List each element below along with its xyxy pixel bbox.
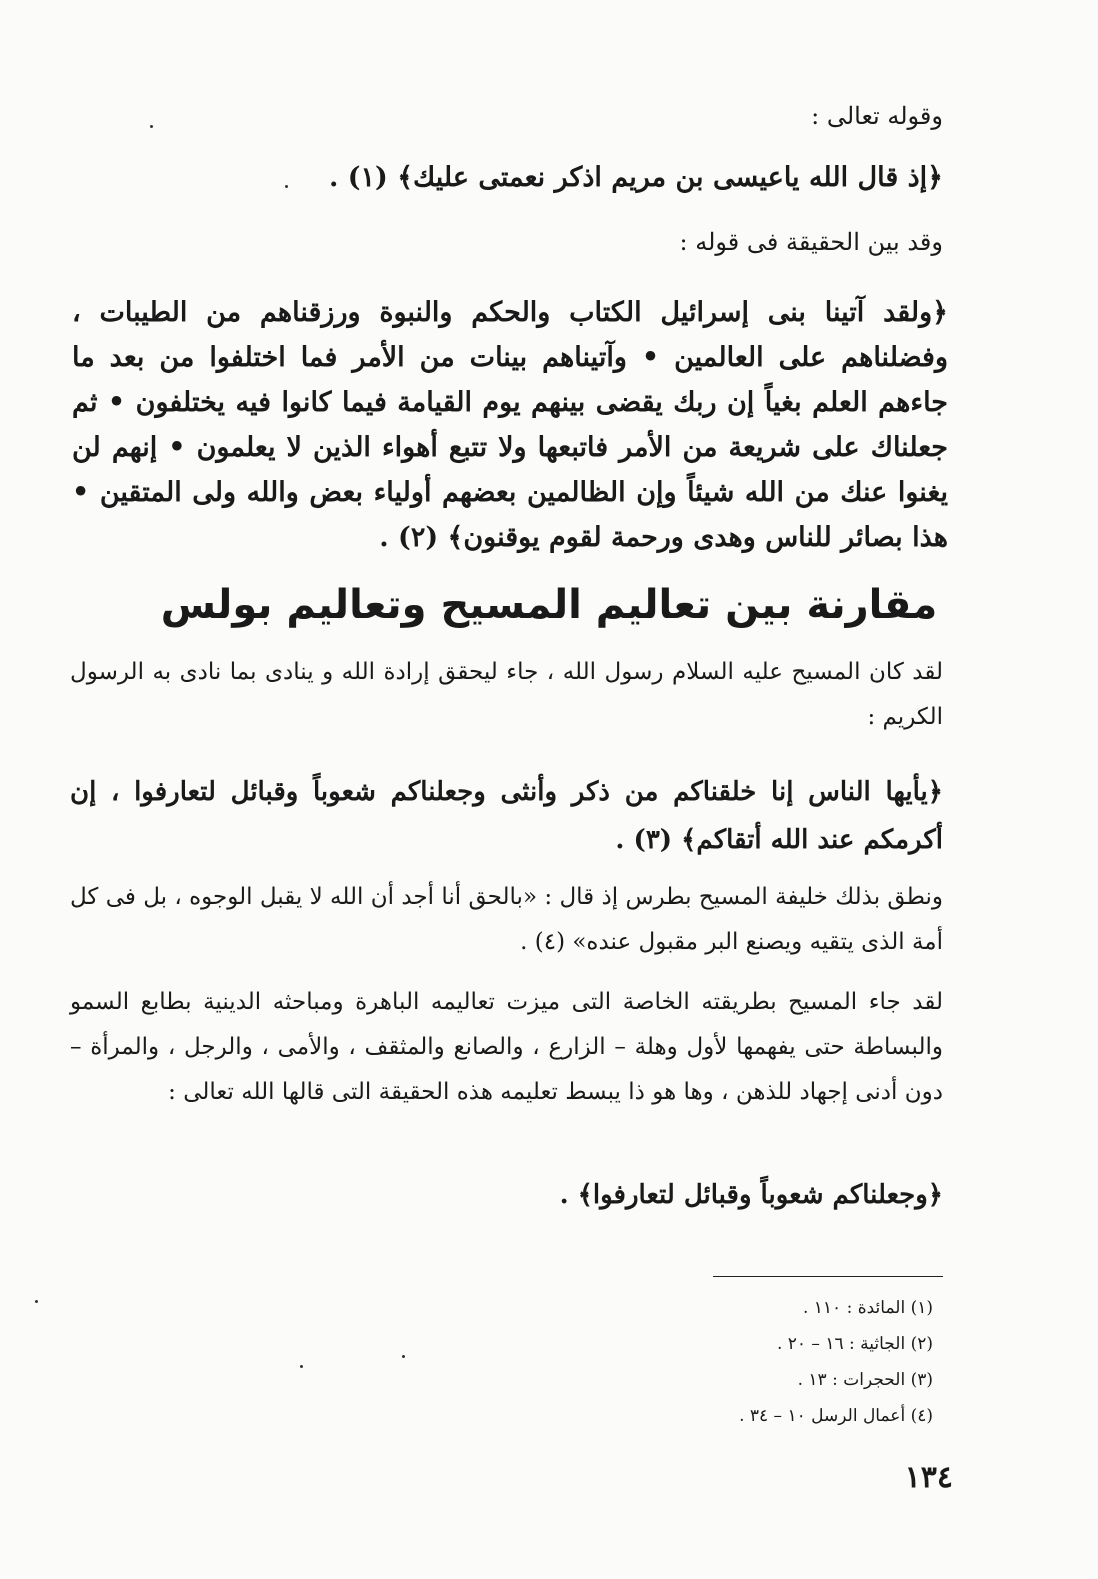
scan-speck: [402, 1355, 405, 1358]
intro-line-1: وقوله تعالى :: [811, 102, 943, 130]
paragraph-2: ونطق بذلك خليفة المسيح بطرس إذ قال : «بالحق أنا أجد أن الله لا يقبل الوجوه ، بل فى كل أمة الذى يتقيه ويصنع البر مقبول عنده» (٤) .: [70, 884, 943, 955]
scan-speck: [300, 1365, 303, 1368]
footnotes: [739, 1290, 933, 1434]
footnote-3: (٣) الحجرات : ١٣ .: [797, 1370, 933, 1390]
scan-speck: [150, 125, 153, 128]
page-number: ١٣٤: [904, 1460, 953, 1495]
intro-line-2: وقد بين الحقيقة فى قوله :: [679, 228, 943, 256]
footnote-1: (١) المائدة : ١١٠ .: [802, 1298, 933, 1318]
scan-speck: [285, 185, 288, 188]
section-heading: مقارنة بين تعاليم المسيح وتعاليم بولس: [160, 582, 938, 628]
footnote-2: (٢) الجاثية : ١٦ – ٢٠ .: [776, 1334, 933, 1354]
paragraph-1: لقد كان المسيح عليه السلام رسول الله ، جاء ليحقق إرادة الله و ينادى بما نادى به الرسول الكريم :: [70, 659, 943, 730]
paragraph-3: لقد جاء المسيح بطريقته الخاصة التى ميزت تعاليمه الباهرة ومباحثه الدينية بطابع السمو والبساطة حتى يفهمها لأول وهلة – الزارع ، والصانع والمثقف ، والأمى ، والرجل ، والمرأة – دون أدنى إجهاد للذهن ، وها هو ذا يبسط تعليمه هذه الحقيقة التى قالها الله تعالى :: [70, 989, 943, 1105]
quran-quote-3: ﴿يأيها الناس إنا خلقناكم من ذكر وأنثى وجعلناكم شعوباً وقبائل لتعارفوا ، إن أكرمكم عند الله أتقاكم﴾ (٣) .: [70, 777, 943, 855]
scan-speck: [35, 1300, 38, 1303]
quran-quote-2: ﴿ولقد آتينا بنى إسرائيل الكتاب والحكم والنبوة ورزقناهم من الطيبات ، وفضلناهم على العالمين • وآتيناهم بينات من الأمر فما اختلفوا من بعد ما جاءهم العلم بغياً إن ربك يقضى بينهم يوم القيامة فيما كانوا فيه يختلفون • ثم جعلناك على شريعة من الأمر فاتبعها ولا تتبع أهواء الذين لا يعلمون • إنهم لن يغنوا عنك من الله شيئاً وإن الظالمين بعضهم أولياء بعض والله ولى المتقين • هذا بصائر للناس وهدى ورحمة لقوم يوقنون﴾ (٢) .: [72, 297, 948, 553]
quran-quote-4: ﴿وجعلناكم شعوباً وقبائل لتعارفوا﴾ .: [559, 1180, 943, 1210]
quran-quote-1: ﴿إذ قال الله ياعيسى بن مريم اذكر نعمتى عليك﴾ (١) .: [328, 162, 943, 193]
footnote-4: (٤) أعمال الرسل ١٠ – ٣٤ .: [739, 1406, 933, 1426]
footnote-divider: [713, 1276, 943, 1277]
